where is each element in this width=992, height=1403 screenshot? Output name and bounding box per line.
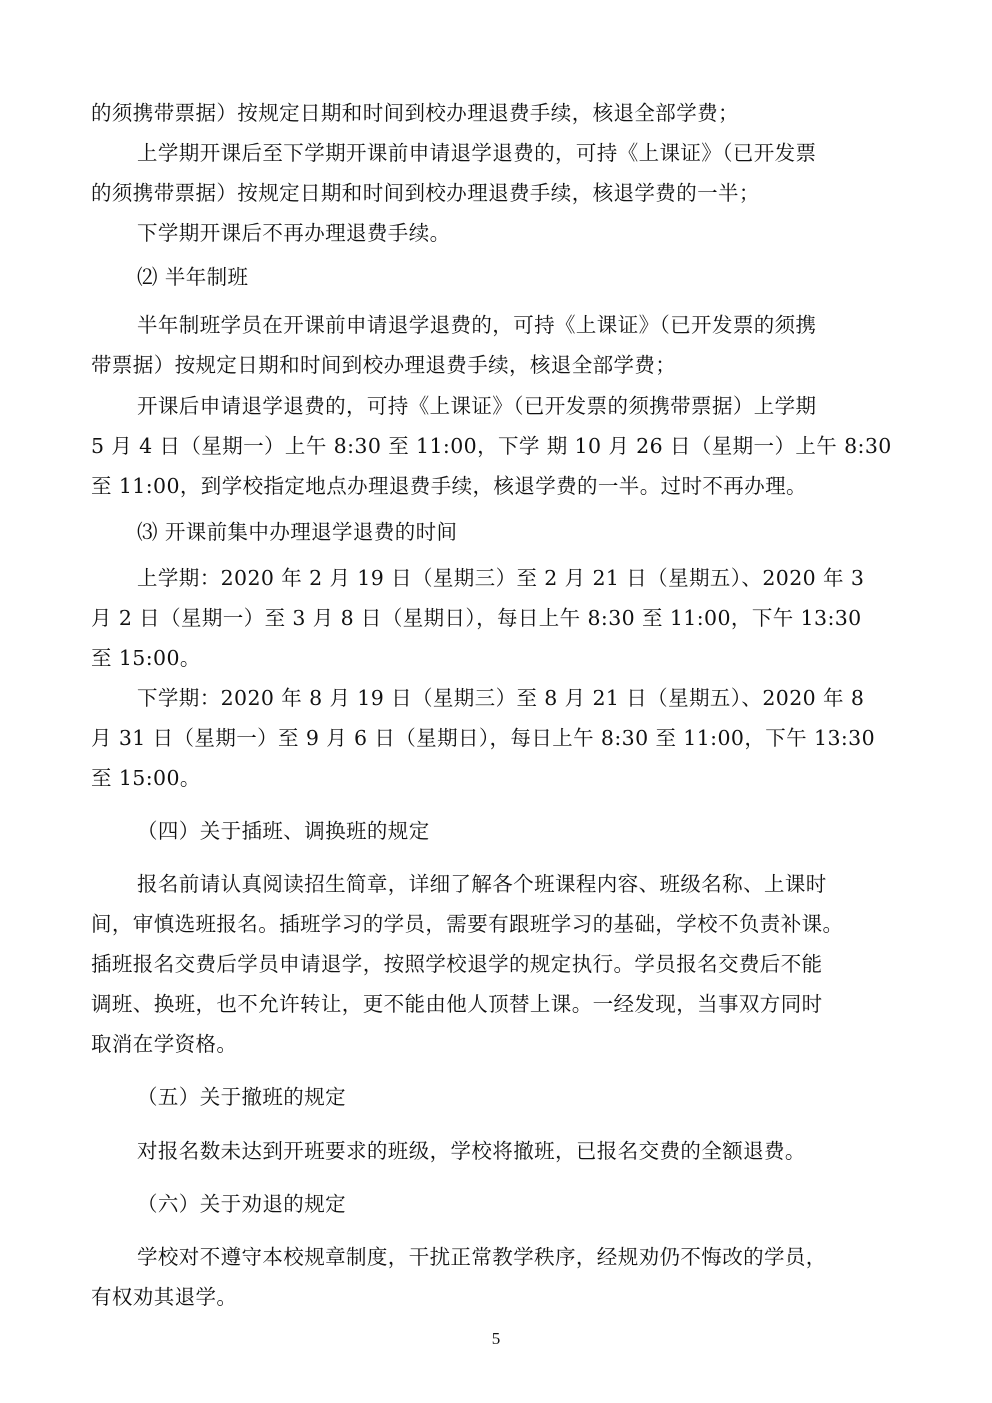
paragraph-first-line: 对报名数未达到开班要求的班级，学校将撤班，已报名交费的全额退费。 [137, 1139, 806, 1163]
subheading: ⑵ 半年制班 [137, 265, 249, 289]
page-number: 5 [491, 1329, 501, 1348]
body-line: 插班报名交费后学员申请退学，按照学校退学的规定执行。学员报名交费后不能 [91, 952, 823, 976]
body-line: 的须携带票据）按规定日期和时间到校办理退费手续，核退全部学费； [91, 101, 739, 125]
body-line: 取消在学资格。 [91, 1032, 238, 1056]
paragraph-first-line: 报名前请认真阅读招生简章，详细了解各个班课程内容、班级名称、上课时 [137, 872, 827, 896]
body-line: 月 31 日（星期一）至 9 月 6 日（星期日），每日上午 8:30 至 11:00，下午 13:30 [91, 726, 876, 750]
paragraph-first-line: 半年制班学员在开课前申请退学退费的，可持《上课证》（已开发票的须携 [137, 313, 817, 337]
paragraph-first-line: 下学期开课后不再办理退费手续。 [137, 221, 451, 245]
subheading: ⑶ 开课前集中办理退学退费的时间 [137, 520, 458, 544]
section-heading: （六）关于劝退的规定 [137, 1192, 346, 1216]
body-line: 至 15:00。 [91, 766, 201, 790]
body-line: 间，审慎选班报名。插班学习的学员，需要有跟班学习的基础，学校不负责补课。 [91, 912, 844, 936]
body-line: 月 2 日（星期一）至 3 月 8 日（星期日），每日上午 8:30 至 11:00，下午 13:30 [91, 606, 862, 630]
section-heading: （四）关于插班、调换班的规定 [137, 819, 430, 843]
paragraph-first-line: 学校对不遵守本校规章制度，干扰正常教学秩序，经规劝仍不悔改的学员， [137, 1245, 827, 1269]
body-line: 5 月 4 日（星期一）上午 8:30 至 11:00，下学 期 10 月 26 日（星期一）上午 8:30 [91, 434, 892, 458]
paragraph-first-line: 开课后申请退学退费的，可持《上课证》（已开发票的须携带票据）上学期 [137, 394, 817, 418]
section-heading: （五）关于撤班的规定 [137, 1085, 346, 1109]
paragraph-first-line: 上学期：2020 年 2 月 19 日（星期三）至 2 月 21 日（星期五）、2020 年 3 [137, 566, 865, 590]
body-line: 带票据）按规定日期和时间到校办理退费手续，核退全部学费； [91, 353, 677, 377]
paragraph-first-line: 上学期开课后至下学期开课前申请退学退费的，可持《上课证》（已开发票 [137, 141, 817, 165]
body-line: 至 11:00，到学校指定地点办理退费手续，核退学费的一半。过时不再办理。 [91, 474, 807, 498]
body-line: 调班、换班，也不允许转让，更不能由他人顶替上课。一经发现，当事双方同时 [91, 992, 823, 1016]
body-line: 有权劝其退学。 [91, 1285, 238, 1309]
body-line: 至 15:00。 [91, 646, 201, 670]
paragraph-first-line: 下学期：2020 年 8 月 19 日（星期三）至 8 月 21 日（星期五）、2020 年 8 [137, 686, 865, 710]
body-line: 的须携带票据）按规定日期和时间到校办理退费手续，核退学费的一半； [91, 181, 760, 205]
